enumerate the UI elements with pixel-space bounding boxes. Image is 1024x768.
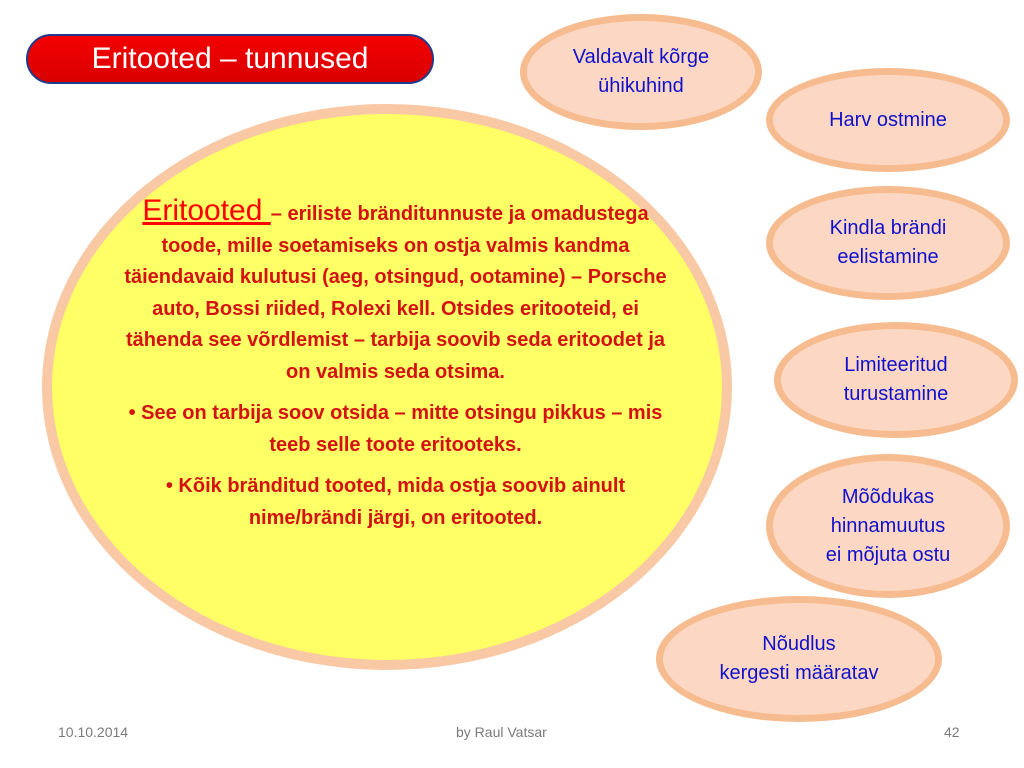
definition-text-block [118, 195, 673, 544]
definition-text: – eriliste bränditunnuste ja omadustega toode, mille soetamiseks on ostja valmis kandma täiendavaid kulutusi (aeg, otsingud, ootamine) – Porsche auto, Bossi riided, Rolexi kell. Otsides eritooteid, ei tähenda see võrdlemist – tarbija soovib seda eritoodet ja on valmis seda otsima. [124, 203, 667, 383]
feature-oval-price-change: Mõõdukas hinnamuutus ei mõjuta ostu [766, 454, 1010, 598]
footer-author: by Raul Vatsar [456, 724, 547, 740]
feature-oval-high-unit-price: Valdavalt kõrge ühikuhind [520, 14, 762, 130]
footer-page-number: 42 [944, 724, 960, 740]
definition-term: Eritooted [142, 194, 271, 227]
footer-date: 10.10.2014 [58, 724, 129, 740]
definition-paragraph [118, 195, 673, 388]
feature-oval-demand: Nõudlus kergesti määratav [656, 596, 942, 722]
feature-oval-rare-purchase: Harv ostmine [766, 68, 1010, 172]
bullet-item: • See on tarbija soov otsida – mitte otsingu pikkus – mis teeb selle toote eritooteks. [128, 402, 663, 456]
bullet-item: • Kõik bränditud tooted, mida ostja soovib ainult nime/brändi järgi, on eritooted. [165, 475, 626, 529]
feature-oval-limited-distribution: Limiteeritud turustamine [774, 322, 1018, 438]
feature-oval-brand-preference: Kindla brändi eelistamine [766, 186, 1010, 300]
slide-title: Eritooted – tunnused [26, 34, 434, 84]
